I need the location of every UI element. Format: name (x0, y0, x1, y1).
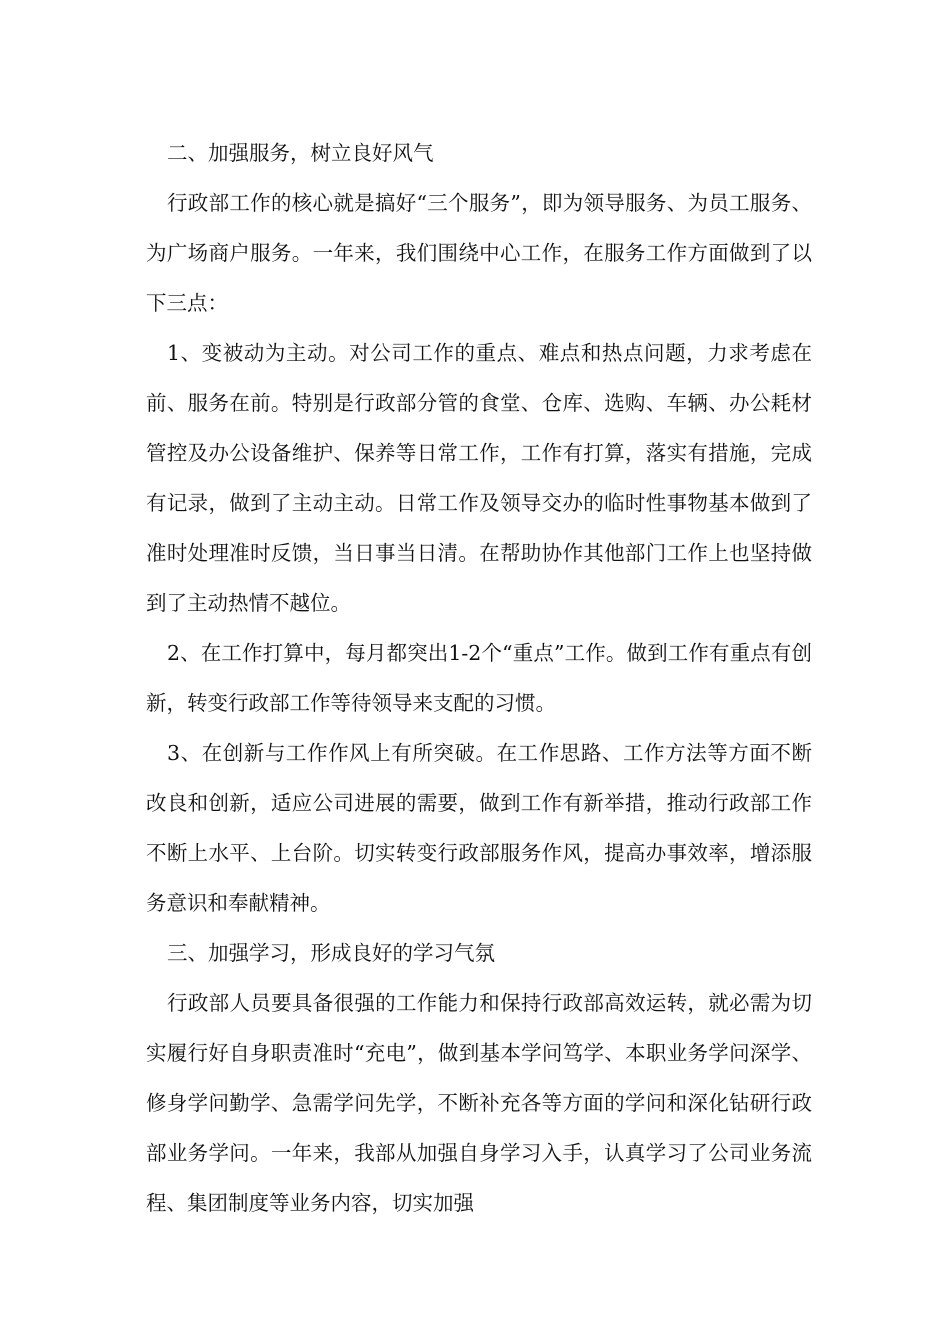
paragraph-learning: 行政部人员要具备很强的工作能力和保持行政部高效运转，就必需为切实履行好自身职责准时“充电”，做到基本学问笃学、本职业务学问深学、修身学问勤学、急需学问先学，不断补充各等方面的学问和深化钻研行政部业务学问。一年来，我部从加强自身学习入手，认真学习了公司业务流程、集团制度等业务内容，切实加强 (146, 991, 812, 1215)
paragraph-service-core: 行政部工作的核心就是搞好“三个服务”，即为领导服务、为员工服务、为广场商户服务。一年来，我们围绕中心工作，在服务工作方面做到了以下三点： (146, 191, 812, 315)
paragraph-point-3: 3、在创新与工作作风上有所突破。在工作思路、工作方法等方面不断改良和创新，适应公司进展的需要，做到工作有新举措，推动行政部工作不断上水平、上台阶。切实转变行政部服务作风，提高办事效率，增添服务意识和奉献精神。 (146, 741, 812, 915)
paragraph-point-1: 1、变被动为主动。对公司工作的重点、难点和热点问题，力求考虑在前、服务在前。特别是行政部分管的食堂、仓库、选购、车辆、办公耗材管控及办公设备维护、保养等日常工作，工作有打算，落实有措施，完成有记录，做到了主动主动。日常工作及领导交办的临时性事物基本做到了准时处理准时反馈，当日事当日清。在帮助协作其他部门工作上也坚持做到了主动热情不越位。 (146, 341, 812, 615)
paragraph-point-2: 2、在工作打算中，每月都突出1-2个“重点”工作。做到工作有重点有创新，转变行政部工作等待领导来支配的习惯。 (146, 641, 812, 715)
section-heading-service: 二、加强服务，树立良好风气 (167, 141, 434, 165)
document-body (146, 128, 812, 1228)
section-heading-learning: 三、加强学习，形成良好的学习气氛 (167, 941, 495, 965)
